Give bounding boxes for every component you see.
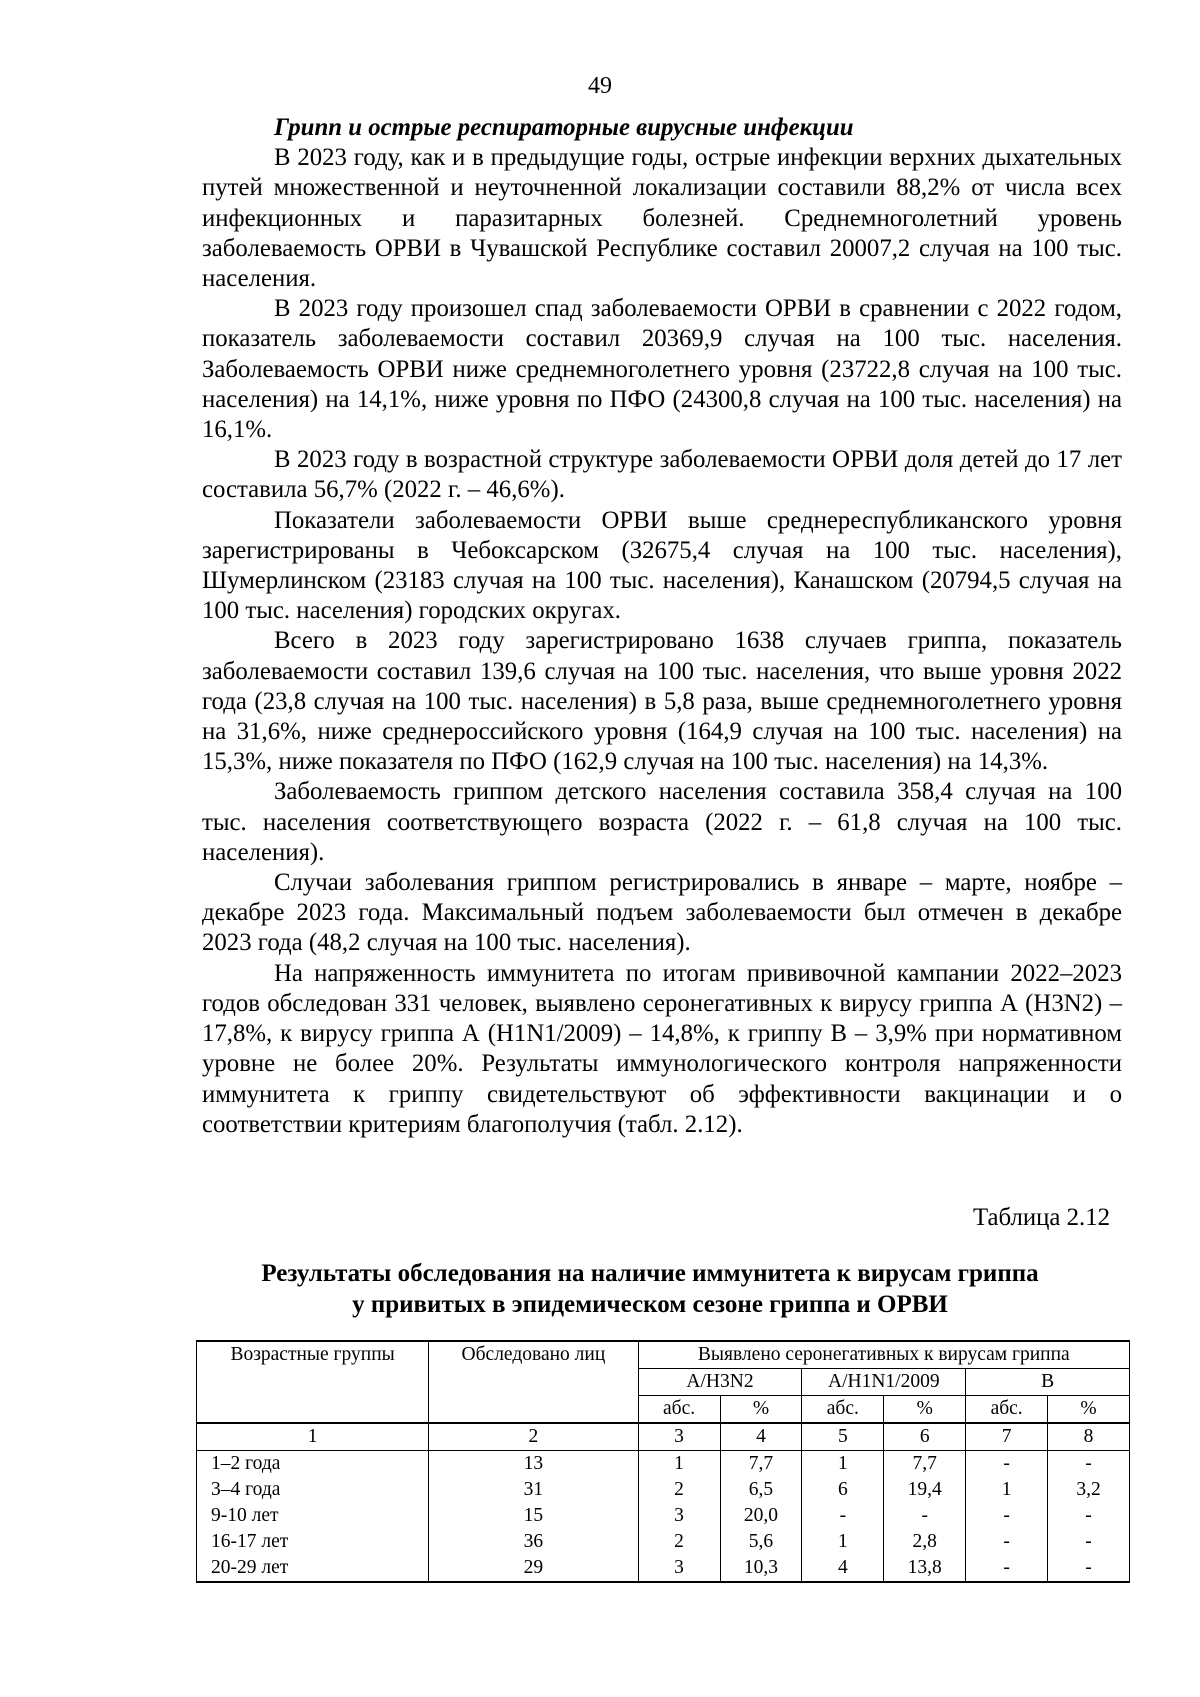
header-b-abs: абс. <box>966 1396 1048 1424</box>
age-group-cell: 16-17 лет <box>197 1529 429 1555</box>
h3n2-abs-cell: 2 <box>638 1477 720 1503</box>
h1n1-pct-cell: - <box>884 1503 966 1529</box>
examined-cell: 36 <box>429 1529 638 1555</box>
b-abs-cell: 1 <box>966 1477 1048 1503</box>
b-pct-cell: - <box>1048 1503 1130 1529</box>
table-title-line-2: у привитых в эпидемическом сезоне гриппа и ОРВИ <box>352 1291 948 1318</box>
h3n2-pct-cell: 5,6 <box>720 1529 802 1555</box>
paragraph-1: В 2023 году, как и в предыдущие годы, острые инфекции верхних дыхательных путей множественной и неуточненной локализации составили 88,2% от числа всех инфекционных и паразитарных болезней. Среднемноголетний уровень заболеваемость ОРВИ в Чувашской Республике составил 20007,2 случая на 100 тыс. населения. <box>202 144 1122 293</box>
table-row <box>197 1477 1130 1503</box>
h1n1-pct-cell: 13,8 <box>884 1555 966 1582</box>
age-group-cell: 20-29 лет <box>197 1555 429 1582</box>
column-number: 4 <box>720 1423 802 1451</box>
header-strain-h1n1: А/H1N1/2009 <box>802 1369 966 1396</box>
header-h3n2-abs: абс. <box>638 1396 720 1424</box>
h3n2-pct-cell: 6,5 <box>720 1477 802 1503</box>
h1n1-abs-cell: 6 <box>802 1477 884 1503</box>
column-number: 3 <box>638 1423 720 1451</box>
column-number-row <box>197 1423 1130 1451</box>
h1n1-abs-cell: 1 <box>802 1451 884 1478</box>
h1n1-abs-cell: 4 <box>802 1555 884 1582</box>
h1n1-pct-cell: 2,8 <box>884 1529 966 1555</box>
b-pct-cell: - <box>1048 1555 1130 1582</box>
table-title <box>180 1258 1120 1320</box>
paragraph-7: Случаи заболевания гриппом регистрировались в январе – марте, ноябре – декабре 2023 года. Максимальный подъем заболеваемости был отмечен в декабре 2023 года (48,2 случая на 100 тыс. населения). <box>202 869 1122 957</box>
paragraph-5: Всего в 2023 году зарегистрировано 1638 случаев гриппа, показатель заболеваемости составил 139,6 случая на 100 тыс. населения, что выше уровня 2022 года (23,8 случая на 100 тыс. населения) в 5,8 раза, выше среднемноголетнего уровня на 31,6%, ниже среднероссийского уровня (164,9 случая на 100 тыс. населения) на 15,3%, ниже показателя по ПФО (162,9 случая на 100 тыс. населения) на 14,3%. <box>202 627 1122 776</box>
header-strain-h3n2: А/H3N2 <box>638 1369 802 1396</box>
header-seronegative: Выявлено серонегативных к вирусам гриппа <box>638 1341 1129 1369</box>
column-number: 8 <box>1048 1423 1130 1451</box>
age-group-cell: 1–2 года <box>197 1451 429 1478</box>
page-number: 49 <box>588 73 612 99</box>
age-group-cell: 3–4 года <box>197 1477 429 1503</box>
header-strain-b: В <box>966 1369 1130 1396</box>
column-number: 5 <box>802 1423 884 1451</box>
paragraph-3: В 2023 году в возрастной структуре заболеваемости ОРВИ доля детей до 17 лет составила 56,7% (2022 г. – 46,6%). <box>202 446 1122 504</box>
h3n2-abs-cell: 3 <box>638 1555 720 1582</box>
column-number: 1 <box>197 1423 429 1451</box>
section-heading: Грипп и острые респираторные вирусные инфекции <box>274 114 854 141</box>
table-row <box>197 1555 1130 1582</box>
table-title-line-1: Результаты обследования на наличие иммунитета к вирусам гриппа <box>261 1260 1039 1287</box>
paragraph-6: Заболеваемость гриппом детского населения составила 358,4 случая на 100 тыс. населения соответствующего возраста (2022 г. – 61,8 случая на 100 тыс. населения). <box>202 778 1122 866</box>
header-b-pct: % <box>1048 1396 1130 1424</box>
examined-cell: 29 <box>429 1555 638 1582</box>
header-h3n2-pct: % <box>720 1396 802 1424</box>
h3n2-pct-cell: 20,0 <box>720 1503 802 1529</box>
examined-cell: 31 <box>429 1477 638 1503</box>
b-pct-cell: - <box>1048 1451 1130 1478</box>
h3n2-pct-cell: 7,7 <box>720 1451 802 1478</box>
examined-cell: 13 <box>429 1451 638 1478</box>
header-h1n1-abs: абс. <box>802 1396 884 1424</box>
age-group-cell: 9-10 лет <box>197 1503 429 1529</box>
paragraph-4: Показатели заболеваемости ОРВИ выше среднереспубликанского уровня зарегистрированы в Чебоксарском (32675,4 случая на 100 тыс. населения), Шумерлинском (23183 случая на 100 тыс. населения), Канашском (20794,5 случая на 100 тыс. населения) городских округах. <box>202 506 1122 625</box>
immunity-table <box>196 1340 1130 1583</box>
h3n2-abs-cell: 1 <box>638 1451 720 1478</box>
table-caption: Таблица 2.12 <box>972 1204 1110 1231</box>
b-abs-cell: - <box>966 1451 1048 1478</box>
b-abs-cell: - <box>966 1555 1048 1582</box>
table-row <box>197 1451 1130 1478</box>
h1n1-pct-cell: 7,7 <box>884 1451 966 1478</box>
h1n1-pct-cell: 19,4 <box>884 1477 966 1503</box>
h1n1-abs-cell: - <box>802 1503 884 1529</box>
column-number: 2 <box>429 1423 638 1451</box>
header-h1n1-pct: % <box>884 1396 966 1424</box>
paragraph-2: В 2023 году произошел спад заболеваемости ОРВИ в сравнении с 2022 годом, показатель заболеваемости составил 20369,9 случая на 100 тыс. населения. Заболеваемость ОРВИ ниже среднемноголетнего уровня (23722,8 случая на 100 тыс. населения) на 14,1%, ниже уровня по ПФО (24300,8 случая на 100 тыс. населения) на 16,1%. <box>202 295 1122 444</box>
header-age-groups: Возрастные группы <box>197 1341 429 1423</box>
table-row <box>197 1529 1130 1555</box>
header-examined: Обследовано лиц <box>429 1341 638 1423</box>
paragraph-8: На напряженность иммунитета по итогам прививочной кампании 2022–2023 годов обследован 331 человек, выявлено серонегативных к вирусу гриппа А (H3N2) – 17,8%, к вирусу гриппа А (H1N1/2009) – 14,8%, к гриппу В – 3,9% при нормативном уровне не более 20%. Результаты иммунологического контроля напряженности иммунитета к гриппу свидетельствуют об эффективности вакцинации и о соответствии критериям благополучия (табл. 2.12). <box>202 959 1122 1138</box>
h3n2-pct-cell: 10,3 <box>720 1555 802 1582</box>
b-abs-cell: - <box>966 1529 1048 1555</box>
b-pct-cell: 3,2 <box>1048 1477 1130 1503</box>
section-body <box>202 113 1122 1140</box>
h3n2-abs-cell: 2 <box>638 1529 720 1555</box>
b-abs-cell: - <box>966 1503 1048 1529</box>
column-number: 6 <box>884 1423 966 1451</box>
b-pct-cell: - <box>1048 1529 1130 1555</box>
examined-cell: 15 <box>429 1503 638 1529</box>
h1n1-abs-cell: 1 <box>802 1529 884 1555</box>
table-row <box>197 1503 1130 1529</box>
h3n2-abs-cell: 3 <box>638 1503 720 1529</box>
column-number: 7 <box>966 1423 1048 1451</box>
